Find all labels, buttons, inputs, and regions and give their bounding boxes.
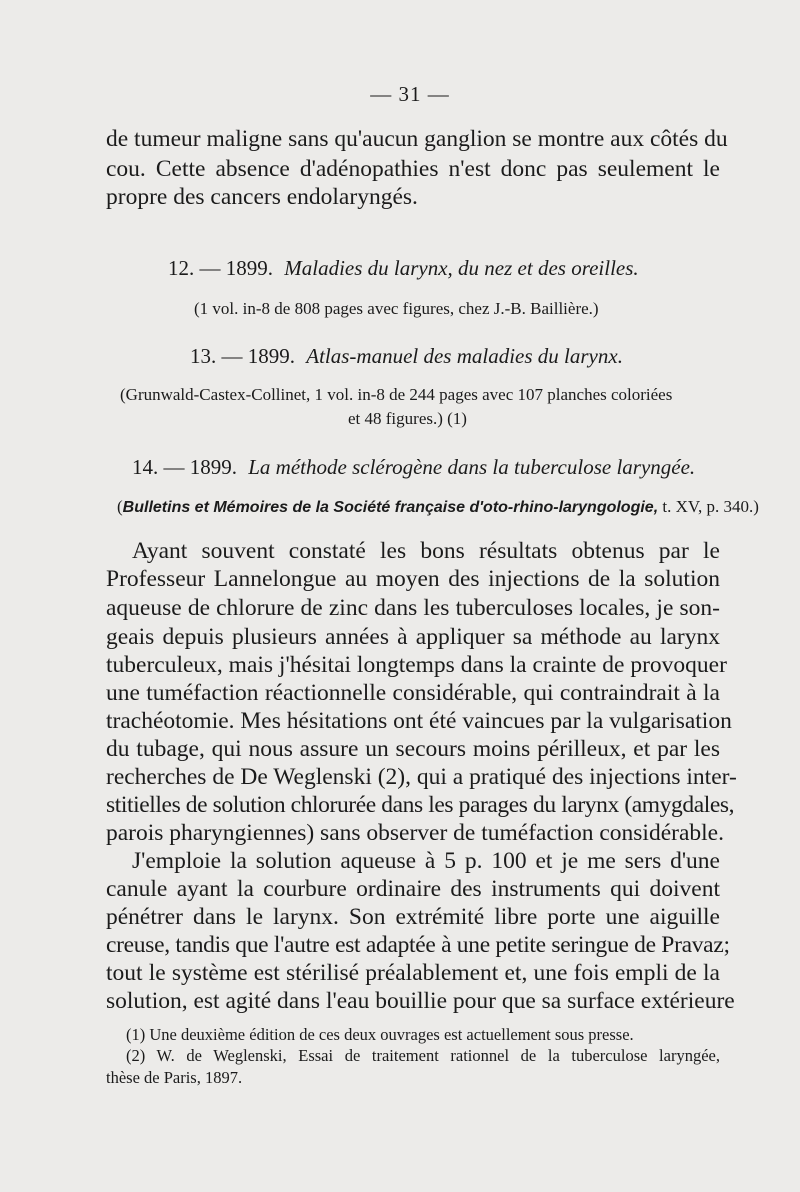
reference-number: 13. — 1899. <box>190 344 295 368</box>
intro-line: de tumeur maligne sans qu'aucun ganglion se montre aux côtés du <box>106 126 728 152</box>
paragraph-line: pénétrer dans le larynx. Son extrémité libre porte une aiguille <box>106 904 720 930</box>
page-number: — 31 — <box>370 82 450 106</box>
paragraph-line: une tuméfaction réactionnelle considérable, qui contraindrait à la <box>106 680 720 706</box>
paragraph-line: trachéotomie. Mes hésitations ont été vaincues par la vulgarisation <box>106 708 732 734</box>
reference-detail: (1 vol. in-8 de 808 pages avec figures, chez J.-B. Baillière.) <box>194 299 599 318</box>
reference-journal: Bulletins et Mémoires de la Société française d'oto-rhino-laryngologie, <box>122 499 659 516</box>
reference-13-heading <box>190 344 623 369</box>
reference-14-heading <box>132 455 695 480</box>
reference-title: La méthode sclérogène dans la tuberculose laryngée. <box>248 455 696 479</box>
reference-number: 12. — 1899. <box>168 256 273 280</box>
paragraph-line: Ayant souvent constaté les bons résultats obtenus par le <box>132 538 720 564</box>
footnote-2: (2) W. de Weglenski, Essai de traitement rationnel de la tuberculose laryngée, <box>126 1046 720 1065</box>
paragraph-line: creuse, tandis que l'autre est adaptée à une petite seringue de Pravaz; <box>106 932 730 958</box>
paragraph-line: stitielles de solution chlorurée dans les parages du larynx (amygdales, <box>106 792 735 818</box>
paragraph-line: J'emploie la solution aqueuse à 5 p. 100 et je me sers d'une <box>132 848 720 874</box>
paragraph-line: parois pharyngiennes) sans observer de tuméfaction considérable. <box>106 820 724 846</box>
reference-detail-end: t. XV, p. 340.) <box>658 497 759 516</box>
paragraph-line: recherches de De Weglenski (2), qui a pratiqué des injections inter- <box>106 764 737 790</box>
reference-detail: et 48 figures.) (1) <box>348 409 467 428</box>
footnote-2-continued: thèse de Paris, 1897. <box>106 1068 243 1087</box>
paragraph-line: du tubage, qui nous assure un secours moins périlleux, et par les <box>106 736 720 762</box>
paragraph-line: canule ayant la courbure ordinaire des instruments qui doivent <box>106 876 720 902</box>
intro-line: cou. Cette absence d'adénopathies n'est donc pas seulement le <box>106 156 720 182</box>
reference-detail-open: ( <box>117 497 123 516</box>
paragraph-line: geais depuis plusieurs années à appliquer sa méthode au larynx <box>106 624 720 650</box>
intro-line: propre des cancers endolaryngés. <box>106 184 418 210</box>
paragraph-line: Professeur Lannelongue au moyen des injections de la solution <box>106 566 720 592</box>
paragraph-line: tuberculeux, mais j'hésitai longtemps dans la crainte de provoquer <box>106 652 727 678</box>
footnote-1: (1) Une deuxième édition de ces deux ouvrages est actuellement sous presse. <box>126 1025 634 1044</box>
reference-title: Maladies du larynx, du nez et des oreilles. <box>284 256 639 280</box>
paragraph-line: solution, est agité dans l'eau bouillie pour que sa surface extérieure <box>106 988 735 1014</box>
paragraph-line: aqueuse de chlorure de zinc dans les tuberculoses locales, je son- <box>106 595 720 621</box>
reference-detail <box>117 497 759 517</box>
reference-title: Atlas-manuel des maladies du larynx. <box>306 344 623 368</box>
paragraph-line: tout le système est stérilisé préalablement et, une fois empli de la <box>106 960 720 986</box>
reference-12-heading <box>168 256 639 281</box>
reference-detail: (Grunwald-Castex-Collinet, 1 vol. in-8 de 244 pages avec 107 planches coloriées <box>120 385 673 404</box>
reference-number: 14. — 1899. <box>132 455 237 479</box>
